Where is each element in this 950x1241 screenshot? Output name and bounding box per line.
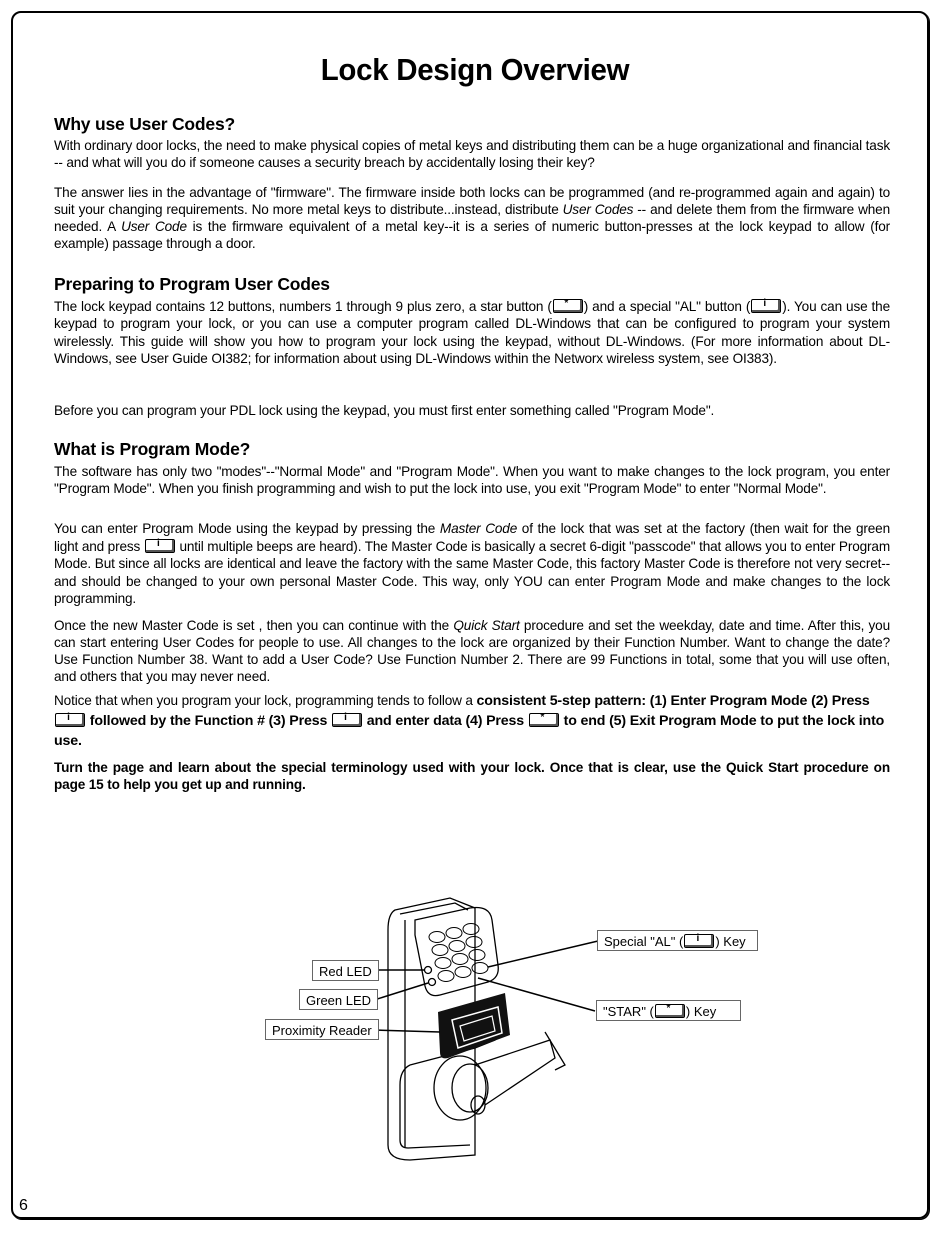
al-key-icon: i bbox=[751, 299, 781, 313]
heading-preparing: Preparing to Program User Codes bbox=[54, 274, 330, 294]
page-title: Lock Design Overview bbox=[320, 52, 630, 87]
paragraph-program-mode-1: The software has only two "modes"--"Normal Mode" and "Program Mode". When you want to make changes to the lock program, you enter "Program Mode". When you finish programming and wish to put the lock into use, you exit "Program Mode" to enter "Normal Mode". bbox=[54, 464, 890, 496]
paragraph-why-1: With ordinary door locks, the need to make physical copies of metal keys and distributing them can be a huge organizational and financial task -- and what will you do if someone causes a security breach by accidentally losing their key? bbox=[54, 138, 890, 170]
callout-green-led: Green LED bbox=[299, 989, 378, 1010]
callout-star-key: "STAR" ( * ) Key bbox=[596, 1000, 741, 1021]
al-key-icon: i bbox=[55, 713, 85, 727]
heading-why-user-codes: Why use User Codes? bbox=[54, 114, 235, 134]
paragraph-turn-page: Turn the page and learn about the special terminology used with your lock. Once that is clear, use the Quick Start procedure on page 15 to help you get up and running. bbox=[54, 760, 890, 792]
callout-red-led: Red LED bbox=[312, 960, 379, 981]
al-key-icon: i bbox=[684, 934, 714, 948]
paragraph-why-2: The answer lies in the advantage of "firmware". The firmware inside both locks can be programmed (and re-programmed again and again) to suit your changing requirements. No more metal keys to distribute...instead, distribute User Codes -- and delete them from the firmware when needed. A User Code is the firmware equivalent of a metal key--it is a series of numeric button-presses at the lock keypad to allow (for example) passage through a door. bbox=[54, 185, 891, 251]
callout-proximity-reader: Proximity Reader bbox=[265, 1019, 379, 1040]
paragraph-preparing-1: The lock keypad contains 12 buttons, numbers 1 through 9 plus zero, a star button ( * ) and a special "AL" button ( i ). You can use the keypad to program your lock, or you can use a computer program called DL-Windows that can be configured to program your system wirelessly. This guide will show you how to program your lock using the keypad, without DL-Windows. (For more information about DL-Windows, see User Guide OI382; for information about using DL-Windows within the Networx wireless system, see OI383). bbox=[54, 298, 890, 366]
star-key-icon: * bbox=[553, 299, 583, 313]
al-key-icon: i bbox=[332, 713, 362, 727]
star-key-icon: * bbox=[655, 1004, 685, 1018]
paragraph-preparing-2: Before you can program your PDL lock using the keypad, you must first enter something called "Program Mode". bbox=[54, 403, 715, 418]
al-key-icon: i bbox=[145, 539, 175, 553]
paragraph-program-mode-2: You can enter Program Mode using the keypad by pressing the Master Code of the lock that was set at the factory (then wait for the green light and press i until multiple beeps are heard). The Master Code is basically a secret 6-digit "passcode" that allows you to enter Program Mode. But since all locks are identical and leave the factory with the same Master Code, this factory Master Code is therefore not very secret--and should be changed to your own personal Master Code. This way, only YOU can enter Program Mode and make changes to the lock programming. bbox=[54, 521, 890, 607]
star-key-icon: * bbox=[529, 713, 559, 727]
page-number: 6 bbox=[19, 1197, 28, 1214]
paragraph-program-mode-3: Once the new Master Code is set , then you can continue with the Quick Start procedure and set the weekday, date and time. After this, you can start entering User Codes for people to use. All changes to the lock are organized by their Function Number. Want to change the date? Use Function Number 38. Want to add a User Code? Use Function Number 2. There are 99 Functions in total, some that you will use often, and others that you may never need. bbox=[54, 618, 890, 684]
callout-al-key: Special "AL" ( i ) Key bbox=[597, 930, 758, 951]
heading-program-mode: What is Program Mode? bbox=[54, 439, 251, 459]
paragraph-five-step-pattern: Notice that when you program your lock, programming tends to follow a consistent 5-step pattern: (1) Enter Program Mode (2) Press i followed by the Function # (3) Press i and enter data (4) Press * to end (5) Exit Program Mode to put the lock into use. bbox=[54, 693, 885, 749]
